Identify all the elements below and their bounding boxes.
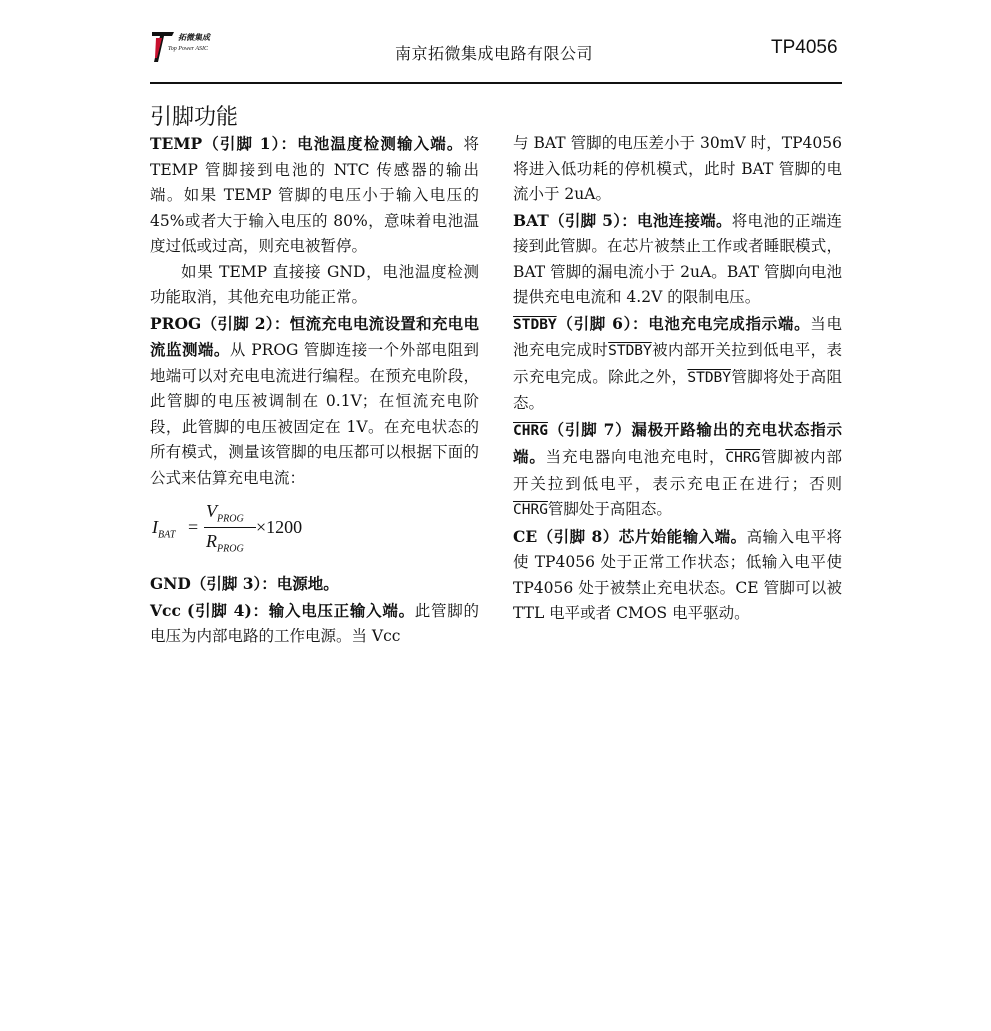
vcc-continuation: 与 BAT 管脚的电压差小于 30mV 时，TP4056 将进入低功耗的停机模式，此时 BAT 管脚的电流小于 2uA。 [513,134,842,203]
header-divider [150,82,842,84]
formula-fraction-bar [204,527,256,528]
stdby-body-2: 被内部开关拉到低电平，表示充电完成。除此之外， [513,341,842,386]
company-name: 南京拓微集成电路有限公司 [395,44,594,63]
temp-note: 如果 TEMP 直接接 GND，电池温度检测功能取消，其他充电功能正常。 [150,262,479,306]
formula-denominator: $R_{PROG}$ [206,531,244,555]
stdby-inline-1: STDBY [608,343,652,359]
formula-lhs: $I_{BAT}$ [152,517,176,541]
chrg-body-3: 管脚处于高阻态。 [547,500,672,518]
vcc-heading: Vcc (引脚 4)：输入电压正输入端。 [150,600,415,620]
stdby-body-1: 当电池充电完成时 [513,314,842,359]
stdby-pin-name: STDBY [513,316,557,333]
bat-body: 将电池的正端连接到此管脚。在芯片被禁止工作或者睡眠模式，BAT 管脚的漏电流小于 2uA。BAT 管脚向电池提供充电电流和 4.2V 的限制电压。 [513,211,842,306]
company-logo [150,30,230,64]
stdby-inline-2: STDBY [687,369,732,386]
formula-numerator: $V_{PROG}$ [206,501,244,525]
chrg-paragraph [513,417,842,524]
chrg-heading: CHRG（引脚 7）漏极开路输出的充电状态指示端。 [513,419,842,466]
gnd-heading: GND（引脚 3）：电源地。 [150,574,339,593]
stdby-paragraph [513,311,842,417]
stdby-body-3: 管脚将处于高阻态。 [513,367,842,412]
chrg-inline-2: CHRG [513,502,548,518]
right-column [513,131,842,627]
prog-heading: PROG（引脚 2）：恒流充电电流设置和充电电流监测端。 [150,313,479,359]
temp-heading: TEMP（引脚 1）：电池温度检测输入端。 [150,134,464,153]
chrg-pin-name: CHRG [513,422,548,439]
vcc-body: 此管脚的电压为内部电路的工作电源。当 Vcc [150,601,479,645]
formula-equals: = [188,517,199,537]
temp-body: 将 TEMP 管脚接到电池的 NTC 传感器的输出端。如果 TEMP 管脚的电压小于输入电压的 45%或者大于输入电压的 80%，意味着电池温度过低或过高，则充电被暂停。 [150,135,479,255]
chrg-inline-1: CHRG [725,450,761,466]
left-column [150,131,479,650]
formula-multiplier: ×1200 [256,517,303,537]
prog-paragraph [150,311,479,492]
prog-body: 从 PROG 管脚连接一个外部电阻到地端可以对充电电流进行编程。在预充电阶段，此管脚的电压被调制在 0.1V；在恒流充电阶段，此管脚的电压被固定在 1V。在充电状态的所有模式，测量该管脚的电压都可以根据下面的公式来估算充电电流： [150,341,479,487]
vcc-paragraph [150,598,479,650]
logo-chinese-text: 拓微集成 [178,32,210,42]
model-number: TP4056 [771,37,838,58]
charge-current-formula [150,501,479,561]
chrg-body-1: 当充电器向电池充电时， [545,448,726,466]
stdby-heading: STDBY（引脚 6）：电池充电完成指示端。 [513,313,811,333]
ce-body: 高输入电平将使 TP4056 处于正常工作状态；低输入电平使 TP4056 处于被禁止充电状态。CE 管脚可以被 TTL 电平或者 CMOS 电平驱动。 [513,527,842,622]
section-title: 引脚功能 [150,105,239,130]
bat-heading: BAT（引脚 5）：电池连接端。 [513,210,732,230]
gnd-paragraph [150,571,479,598]
chrg-body-2: 管脚被内部开关拉到低电平，表示充电正在进行；否则 [513,448,842,493]
bat-paragraph [513,208,842,311]
logo-english-text: Top Power ASIC [168,46,209,52]
ce-paragraph [513,524,842,627]
ce-heading: CE（引脚 8）芯片始能输入端。 [513,526,747,546]
temp-paragraph [150,131,479,260]
